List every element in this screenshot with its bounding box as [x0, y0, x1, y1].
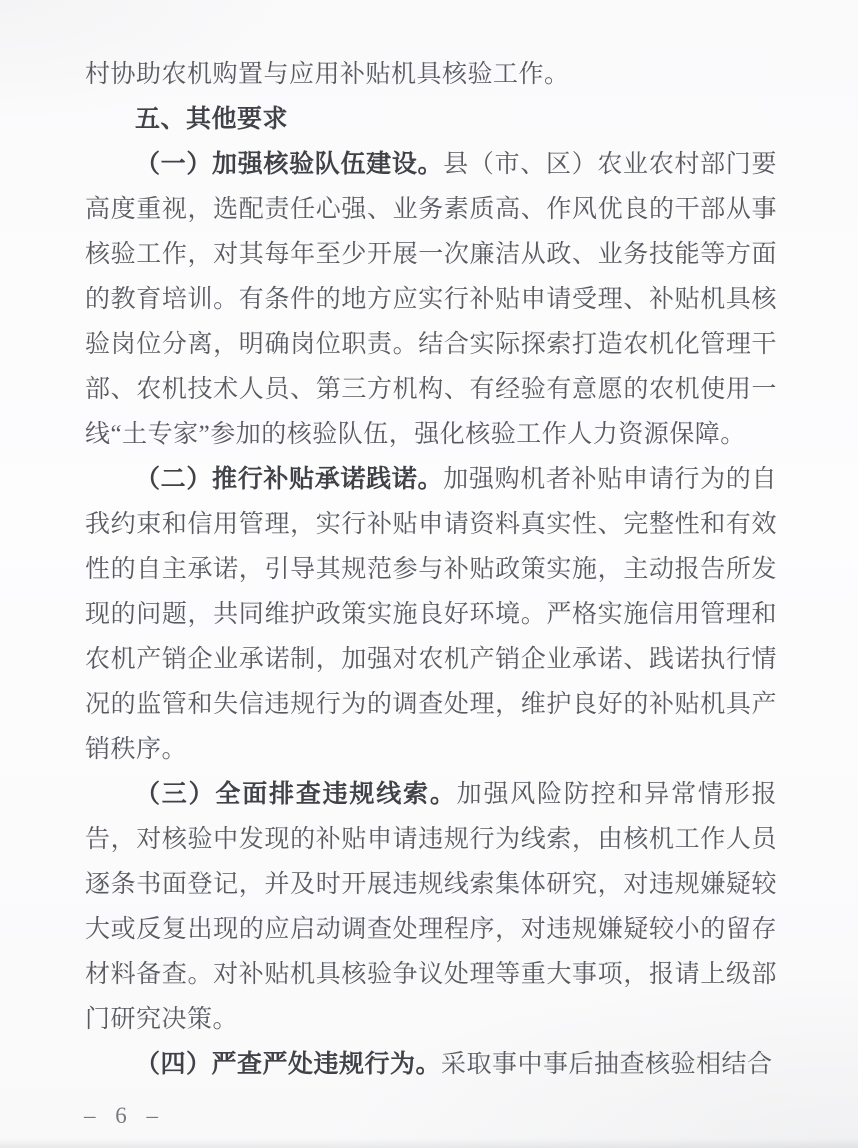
- paragraph-item-1: [85, 142, 777, 457]
- section-heading-5: [85, 97, 777, 142]
- item-3-body: 加强风险防控和异常情形报告，对核验中发现的补贴申请违规行为线索，由核机工作人员逐条书面登记，并及时开展违规线索集体研究，对违规嫌疑较大或反复出现的应启动调查处理程序，对违规嫌疑较小的留存材料备查。对补贴机具核验争议处理等重大事项，报请上级部门研究决策。: [85, 781, 777, 1033]
- paragraph-item-3: [85, 772, 777, 1042]
- paragraph-continuation: [85, 52, 777, 97]
- document-text-block: [85, 52, 777, 1087]
- body-text: 村协助农机购置与应用补贴机具核验工作。: [85, 61, 570, 88]
- item-3-heading: （三）全面排查违规线索。: [135, 781, 457, 808]
- paragraph-item-2: [85, 457, 777, 772]
- item-1-body: 县（市、区）农业农村部门要高度重视，选配责任心强、业务素质高、作风优良的干部从事核验工作，对其每年至少开展一次廉洁从政、业务技能等方面的教育培训。有条件的地方应实行补贴申请受理、补贴机具核验岗位分离，明确岗位职责。结合实际探索打造农机化管理干部、农机技术人员、第三方机构、有经验有意愿的农机使用一线“土专家”参加的核验队伍，强化核验工作人力资源保障。: [85, 151, 777, 448]
- item-1-heading: （一）加强核验队伍建设。: [135, 151, 444, 178]
- item-2-heading: （二）推行补贴承诺践诺。: [135, 466, 444, 493]
- section-heading-text: 五、其他要求: [135, 106, 289, 133]
- item-2-body: 加强购机者补贴申请行为的自我约束和信用管理，实行补贴申请资料真实性、完整性和有效性的自主承诺，引导其规范参与补贴政策实施，主动报告所发现的问题，共同维护政策实施良好环境。严格实施信用管理和农机产销企业承诺制，加强对农机产销企业承诺、践诺执行情况的监管和失信违规行为的调查处理，维护良好的补贴机具产销秩序。: [85, 466, 777, 763]
- item-4-body: 采取事中事后抽查核验相结合: [441, 1051, 773, 1078]
- item-4-heading: （四）严查严处违规行为。: [135, 1051, 442, 1078]
- page-number: – 6 –: [84, 1103, 165, 1128]
- paragraph-item-4: [85, 1042, 777, 1087]
